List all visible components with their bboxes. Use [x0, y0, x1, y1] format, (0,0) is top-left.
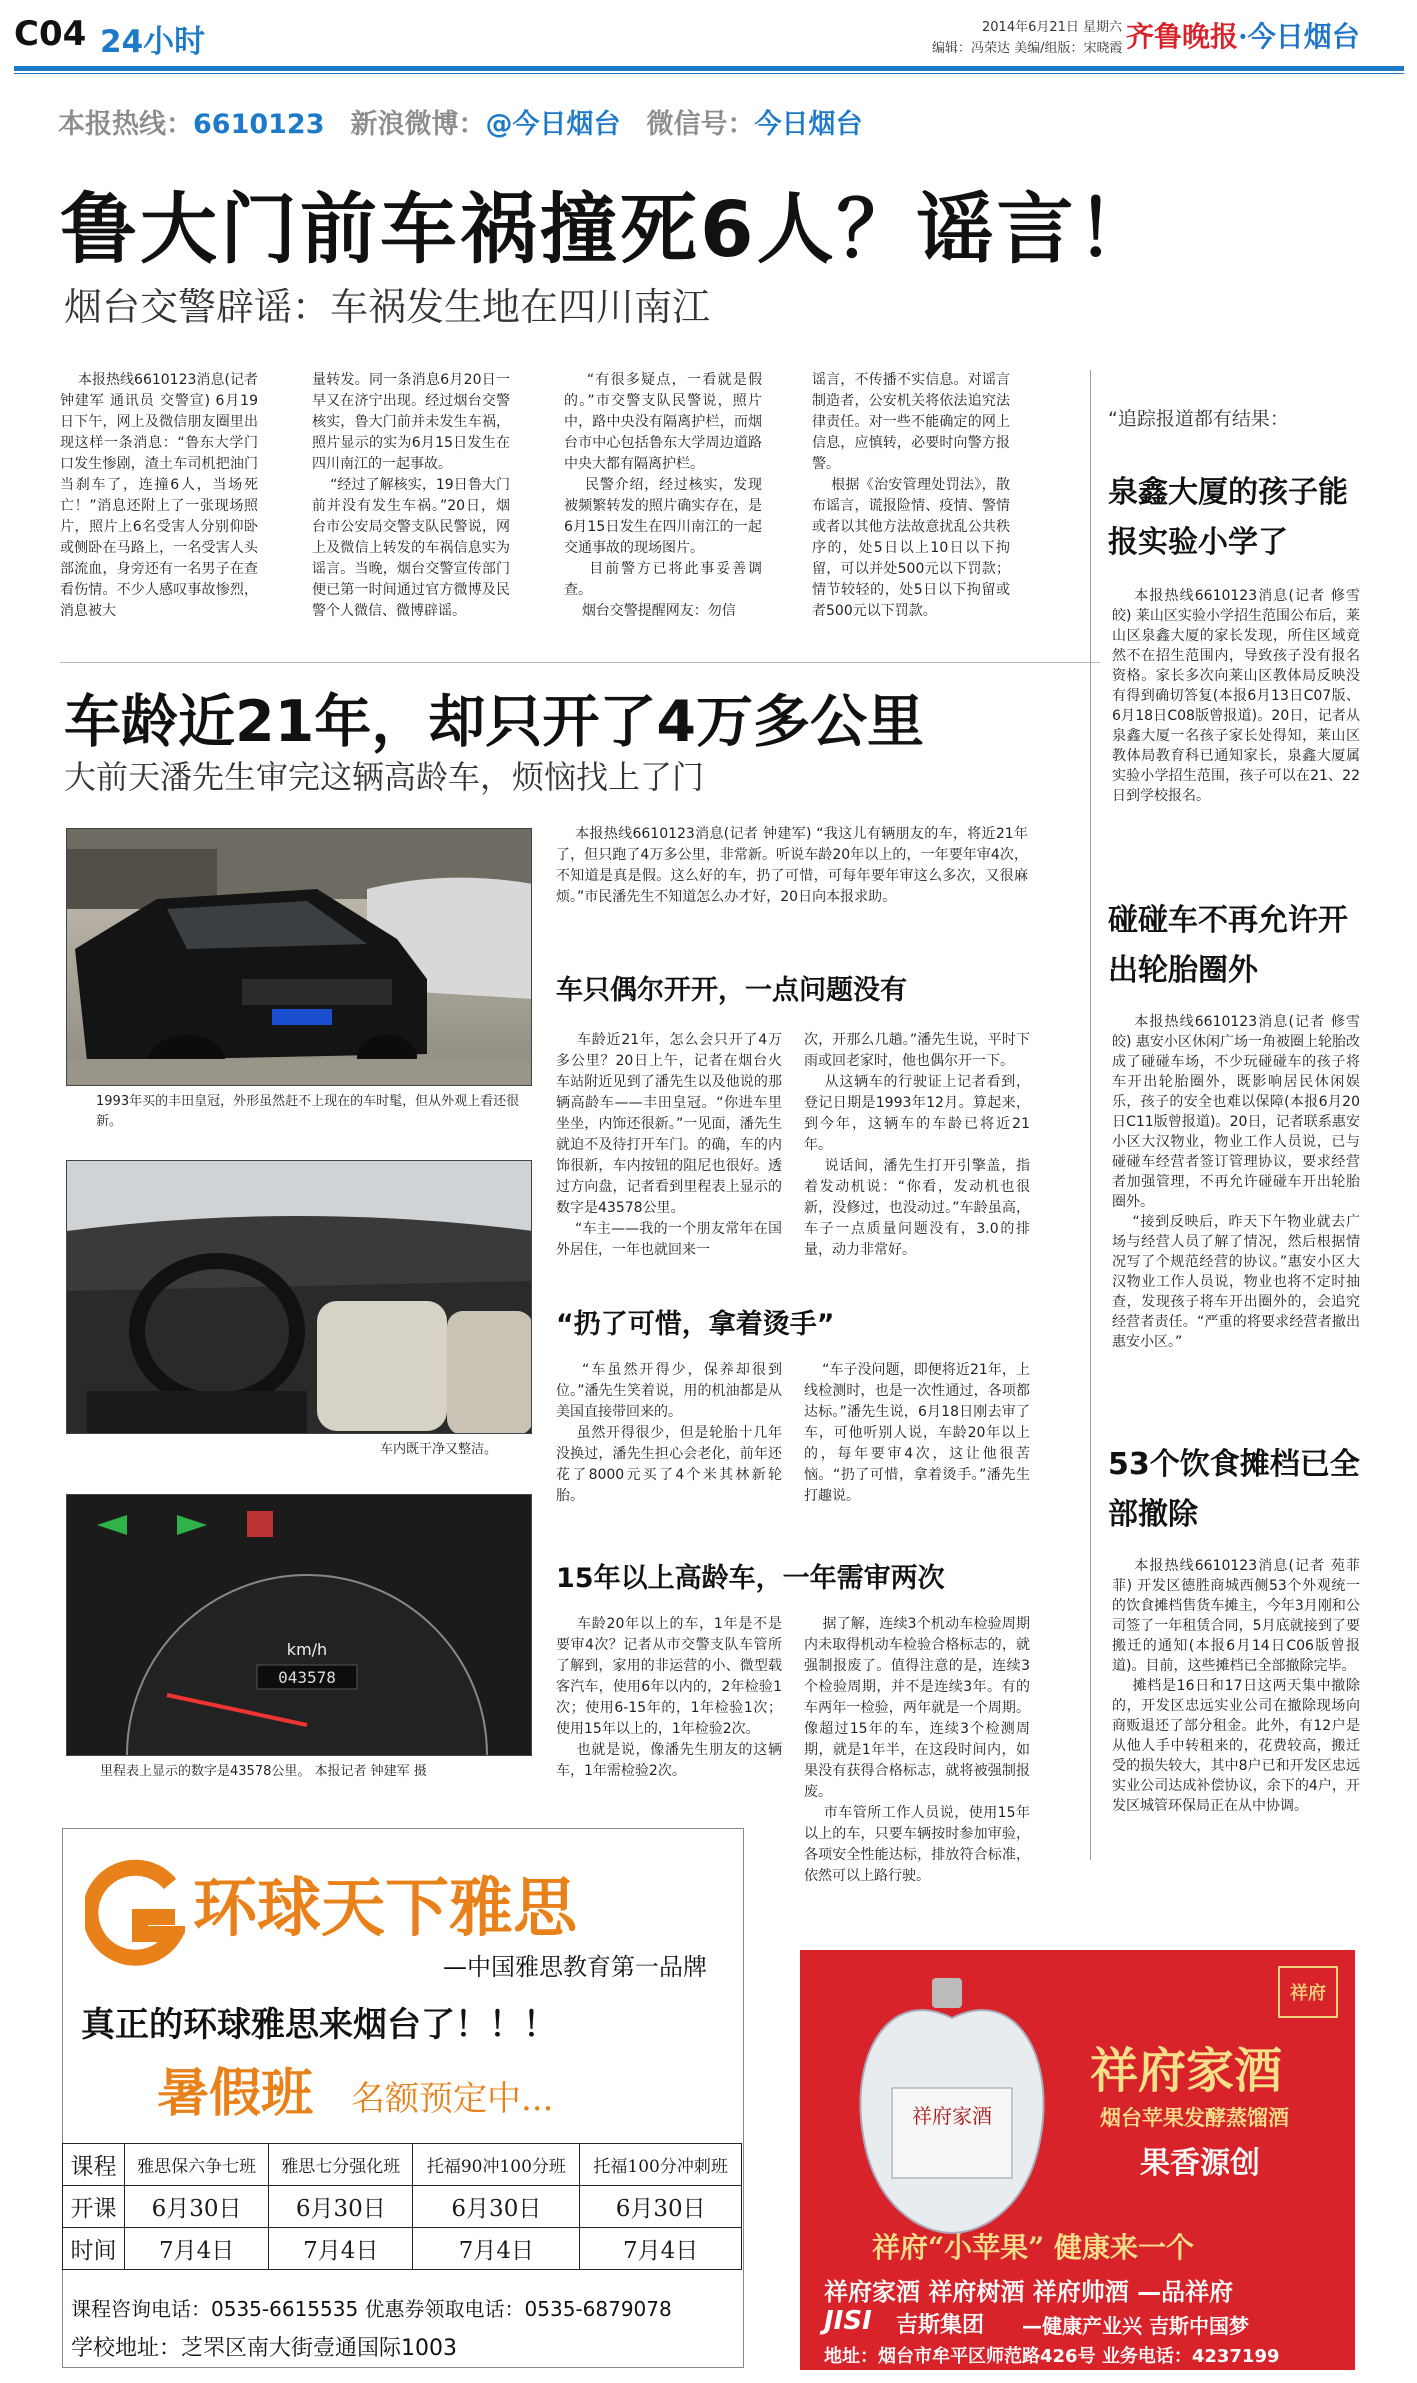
page-number: C04 [14, 14, 87, 54]
ielts-brand: 环球天下雅思 [193, 1871, 577, 1946]
ielts-promo-tail: 名额预定中... [351, 2079, 554, 2119]
schedule-start-date: 6月30日 [269, 2186, 413, 2228]
photo3-caption: 里程表上显示的数字是43578公里。 本报记者 钟建军 摄 [100, 1764, 427, 1779]
group-tagline: —健康产业兴 吉斯中国梦 [1022, 2314, 1249, 2338]
story1-column-1: 本报热线6610123消息(记者 钟建军 通讯员 交警宣) 6月19日下午，网上及微信朋友圈里出现这样一条消息：“鲁东大学门口发生惨剧，渣土车司机把油门当刹车了，连撞6人，当场死亡！”消息还附上了一张现场照片，照片上6名受害人分别仰卧或侧卧在马路上，一名受害人头部流血，身旁还有一名男子在查看伤情。不少人感叹事故惨烈，消息被大 [60, 372, 263, 619]
wechat-label: 微信号： [646, 109, 755, 140]
ielts-headline: 真正的环球雅思来烟台了！！！ [81, 2005, 557, 2045]
sidebar-item1-text: 本报热线6610123消息(记者 修雪皎) 莱山区实验小学招生范围公布后，莱山区泉鑫大厦的家长发现，所住区域竟然不在招生范围内，导致孩子没有报名资格。家长多次向莱山区教体局反映没有得到确切答复(本报6月13日C07版、6月18日C08版曾报道)。20日，记者从泉鑫大厦一名孩子家长处得知，莱山区教体局教育科已通知家长，泉鑫大厦属实验小学招生范围，孩子可以在21、22日到学校报名。 [1112, 588, 1360, 804]
story1-column-2: 量转发。同一条消息6月20日一早又在济宁出现。经过烟台交警核实，鲁大门前并未发生车祸，照片显示的实为6月15日发生在四川南江的一起事故。 “经过了解核实，19日鲁大门前并没有发生车祸。”20日，烟台市公安局交警支队民警说，网上及微信上转发的车祸信息实为谣言。当晚，烟台交警宣传部门便已第一时间通过官方微博及民警个人微信、微博辟谣。 [312, 372, 510, 619]
svg-text:043578: 043578 [278, 1668, 336, 1687]
hotline-number: 6610123 [193, 109, 325, 140]
wine-description: 烟台苹果发酵蒸馏酒 [1100, 2106, 1289, 2130]
wine-seal: 祥府 [1278, 1966, 1338, 2018]
schedule-course: 托福100分冲刺班 [580, 2144, 742, 2186]
story1-headline: 鲁大门前车祸撞死6人？谣言！ [60, 186, 1157, 275]
sidebar-item1-title: 泉鑫大厦的孩子能报实验小学了 [1108, 475, 1348, 560]
story2-lead: 本报热线6610123消息(记者 钟建军) “我这儿有辆朋友的车，将近21年了，但只跑了4万多公里，非常新。听说车龄20年以上的，一年要年审4次，不知道是真是假。这么好的车，扔了可惜，可每年要年审这么多次，又很麻烦。”市民潘先生不知道怎么办才好，20日向本报求助。 [556, 826, 1028, 905]
header-rule [14, 66, 1404, 71]
schedule-end-date: 7月4日 [269, 2228, 413, 2270]
issue-date: 2014年6月21日 星期六 [982, 20, 1123, 35]
ielts-schedule-table [62, 2143, 742, 2270]
odometer-photo [66, 1494, 532, 1756]
wine-bottle-image [852, 1978, 1052, 2238]
contact-bar [58, 102, 863, 141]
schedule-end-date: 7月4日 [580, 2228, 742, 2270]
sidebar-item3-title: 53个饮食摊档已全部撤除 [1108, 1447, 1360, 1532]
photo2-caption: 车内既干净又整洁。 [380, 1442, 498, 1457]
ielts-promo: 暑假班 [157, 2063, 314, 2124]
story1-column-3: “有很多疑点，一看就是假的。”市交警支队民警说，照片中，路中央没有隔离护栏，而烟台市中心包括鲁东大学周边道路中央大都有隔离护栏。 民警介绍，经过核实，发现被频繁转发的照片确实存在，是6月15日发生在四川南江的一起交通事故的现场图片。 目前警方已将此事妥善调查。 烟台交警提醒网友：勿信 [564, 372, 763, 619]
bottle-label-text: 祥府家酒 [912, 2104, 992, 2128]
ielts-advertisement [62, 1828, 744, 2368]
masthead [1126, 15, 1360, 55]
schedule-label-start: 开课 [63, 2186, 125, 2228]
story2-subheadline: 大前天潘先生审完这辆高龄车，烦恼找上了门 [64, 758, 705, 796]
sidebar-kicker: “追踪报道都有结果： [1108, 408, 1289, 430]
ielts-logo-icon [85, 1859, 185, 1969]
svg-text:km/h: km/h [286, 1640, 328, 1659]
hotline-label: 本报热线： [58, 109, 193, 140]
story2-sec1-col-a: 车龄近21年，怎么会只开了4万多公里？20日上午，记者在烟台火车站附近见到了潘先生以及他说的那辆高龄车——丰田皇冠。“你进车里坐坐，内饰还很新。”一见面，潘先生就迫不及待打开车门。的确，车的内饰很新，车内按钮的阻尼也很好。透过方向盘，记者看到里程表上显示的数字是43578公里。 “车主——我的一个朋友常年在国外居住，一年也就回来一 [556, 1032, 782, 1258]
masthead-brand: 齐鲁晚报 [1126, 20, 1239, 53]
schedule-course: 托福90冲100分班 [413, 2144, 580, 2186]
wine-tagline: 果香源创 [1140, 2146, 1260, 2181]
schedule-row-start [63, 2186, 742, 2228]
story2-subhead-3: 15年以上高龄车，一年需审两次 [556, 1563, 945, 1594]
story2-sec1-col-b: 次，开那么几趟。”潘先生说，平时下雨或回老家时，他也偶尔开一下。 从这辆车的行驶证上记者看到，登记日期是1993年12月。算起来，到今年，这辆车的车龄已将近21年。 说话间，潘先生打开引擎盖，指着发动机说：“你看，发动机也很新，没修过，也没动过。”车龄虽高，车子一点质量问题没有，3.0的排量，动力非常好。 [804, 1032, 1030, 1258]
schedule-label-time: 时间 [63, 2228, 125, 2270]
story2-sec3-col-a: 车龄20年以上的车，1年是不是要审4次？记者从市交警支队车管所了解到，家用的非运营的小、微型载客汽车，使用6年以内的，2年检验1次；使用6-15年的，1年检验1次；使用15年以上的，1年检验2次。 也就是说，像潘先生朋友的这辆车，1年需检验2次。 [556, 1616, 782, 1779]
weibo-account: @今日烟台 [485, 109, 621, 140]
editor-credits: 编辑：冯荣达 美编/组版：宋晓霞 [932, 41, 1123, 56]
sidebar-item2-text: 本报热线6610123消息(记者 修雪皎) 惠安小区休闲广场一角被圈上轮胎改成了碰碰车场，不少玩碰碰车的孩子将车开出轮胎圈外，既影响居民休闲娱乐，孩子的安全也难以保障(本报6月20日C11版曾报道)。20日，记者联系惠安小区大汉物业，物业工作人员说，已与碰碰车经营者签订管理协议，要求经营者加强管理，不再允许碰碰车开出轮胎圈外。 “接到反映后，昨天下午物业就去广场与经营人员了解了情况，然后根据情况写了个规范经营的协议。”惠安小区大汉物业工作人员说，物业也将不定时抽查，发现孩子将车开出圈外的，会追究经营者责任。“严重的将要求经营者撤出惠安小区。” [1112, 1014, 1360, 1350]
car-exterior-photo [66, 828, 532, 1086]
story-divider [60, 662, 1100, 663]
story2-subhead-2: “扔了可惜，拿着烫手” [556, 1309, 835, 1340]
wine-slogan: 祥府“小苹果” 健康来一个 [872, 2231, 1194, 2264]
schedule-start-date: 6月30日 [124, 2186, 268, 2228]
schedule-row-end [63, 2228, 742, 2270]
schedule-course: 雅思保六争七班 [124, 2144, 268, 2186]
car-interior-photo [66, 1160, 532, 1434]
jisi-logo-icon: JISI [824, 2306, 872, 2336]
story2-sec3-col-b: 据了解，连续3个机动车检验周期内未取得机动车检验合格标志的，就强制报废了。值得注意的是，连续3个检验周期，并不是连续3年。有的车两年一检验，两年就是一个周期。像超过15年的车，连续3个检测周期，就是1年半，在这段时间内，如果没有获得合格标志，就将被强制报废。 市车管所工作人员说，使用15年以上的车，只要车辆按时参加审验，各项安全性能达标，排放符合标准，依然可以上路行驶。 [804, 1616, 1030, 1884]
schedule-start-date: 6月30日 [580, 2186, 742, 2228]
story2-subhead-1: 车只偶尔开开，一点问题没有 [556, 975, 907, 1006]
story2-headline: 车龄近21年，却只开了4万多公里 [64, 689, 924, 755]
group-name: 吉斯集团 [896, 2313, 985, 2338]
sidebar-divider [1090, 370, 1091, 1860]
ielts-address-line: 学校地址：芝罘区南大街壹通国际1003 [71, 2336, 457, 2361]
schedule-end-date: 7月4日 [124, 2228, 268, 2270]
wine-brand: 祥府家酒 [1090, 2043, 1283, 2099]
photo1-caption: 1993年买的丰田皇冠，外形虽然赶不上现在的车时髦，但从外观上看还很新。 [96, 1094, 520, 1129]
sidebar-item3-text: 本报热线6610123消息(记者 苑菲菲) 开发区德胜商城西侧53个外观统一的饮食摊档售货车摊主，今年3月刚和公司签了一年租赁合同，5月底就接到了要搬迁的通知(本报6月14日C06版曾报道)。目前，这些摊档已全部撤除完毕。 摊档是16日和17日这两天集中撤除的，开发区忠远实业公司在撤除现场向商贩退还了部分租金。此外，有12户是从他人手中转租来的，花费较高，搬迁受的损失较大，其中8户已和开发区忠远实业公司达成补偿协议，余下的4户，开发区城管环保局正在从中协调。 [1112, 1558, 1360, 1814]
wine-advertisement [800, 1950, 1355, 2370]
story2-sec2-col-b: “车子没问题，即便将近21年，上线检测时，也是一次性通过，各项都达标。”潘先生说，6月18日刚去审了车，可他听别人说，车龄20年以上的，每年要审4次，这让他很苦恼。“扔了可惜，拿着烫手。”潘先生打趣说。 [804, 1362, 1030, 1504]
ielts-phone-line: 课程咨询电话：0535-6615535 优惠券领取电话：0535-6879078 [71, 2297, 672, 2321]
schedule-label-course: 课程 [63, 2144, 125, 2186]
wechat-account: 今日烟台 [754, 109, 863, 140]
schedule-course: 雅思七分强化班 [269, 2144, 413, 2186]
masthead-edition: ·今日烟台 [1238, 20, 1360, 53]
schedule-row-courses [63, 2144, 742, 2186]
weibo-label: 新浪微博： [350, 109, 486, 140]
schedule-end-date: 7月4日 [413, 2228, 580, 2270]
wine-address: 地址：烟台市牟平区师范路426号 业务电话：4237199 [824, 2346, 1280, 2367]
ielts-slogan: —中国雅思教育第一品牌 [443, 1953, 707, 1981]
section-name: 24小时 [100, 24, 206, 60]
story1-column-4: 谣言，不传播不实信息。对谣言制造者，公安机关将依法追究法律责任。对一些不能确定的网上信息，应慎转，必要时向警方报警。 根据《治安管理处罚法》，散布谣言，谎报险情、疫情、警情或者以其他方法故意扰乱公共秩序的，处5日以上10日以下拘留，可以并处500元以下罚款；情节较轻的，处5日以下拘留或者500元以下罚款。 [812, 372, 1010, 619]
schedule-start-date: 6月30日 [413, 2186, 580, 2228]
header-rule-thin [14, 73, 1404, 74]
story1-subheadline: 烟台交警辟谣：车祸发生地在四川南江 [64, 285, 711, 329]
sidebar-item2-title: 碰碰车不再允许开出轮胎圈外 [1108, 903, 1348, 988]
wine-product-line: 祥府家酒 祥府树酒 祥府帅酒 —品祥府 [824, 2278, 1234, 2306]
story2-sec2-col-a: “车虽然开得少，保养却很到位。”潘先生笑着说，用的机油都是从美国直接带回来的。 虽然开得很少，但是轮胎十几年没换过，潘先生担心会老化，前年还花了8000元买了4个米其林新轮胎。 [556, 1362, 782, 1504]
